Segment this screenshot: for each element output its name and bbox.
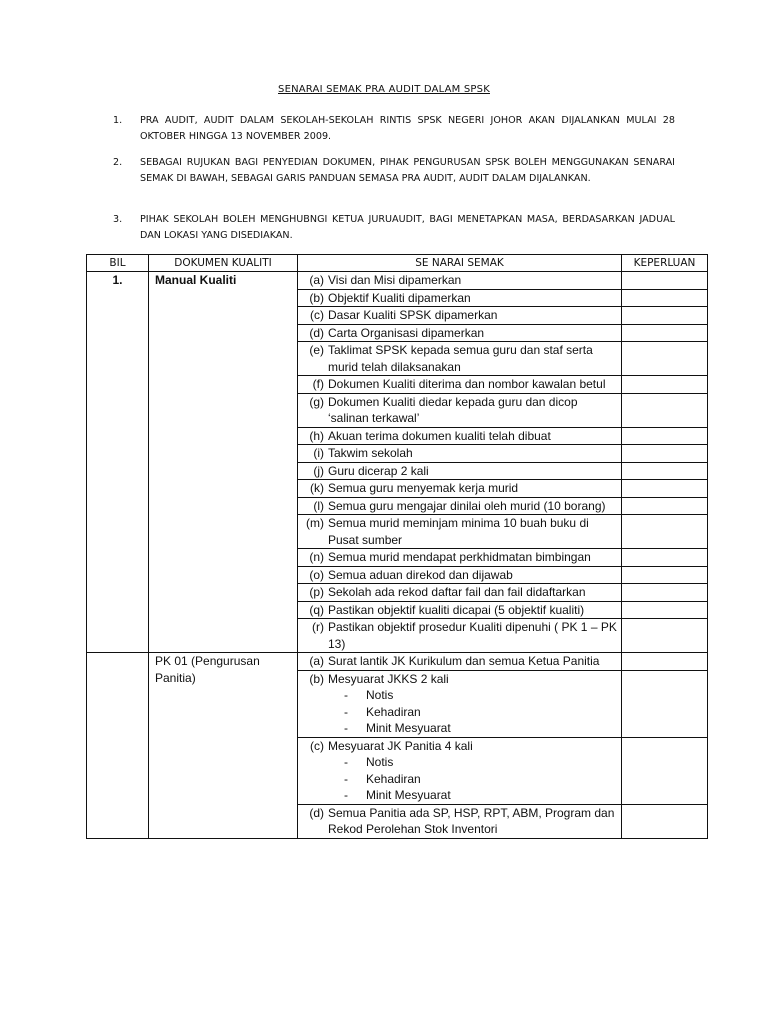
checklist-item-cell (298, 342, 622, 376)
dash-bullet: - (344, 788, 348, 802)
item-label: (f) (312, 377, 324, 391)
item-text: Dokumen Kualiti diterima dan nombor kawalan betul (328, 377, 606, 391)
item-label: (a) (309, 654, 324, 668)
item-label: (b) (309, 290, 324, 305)
sub-item-text: Notis (366, 688, 394, 702)
paragraph-text: PIHAK SEKOLAH BOLEH MENGHUBNGI KETUA JURUAUDIT, BAGI MENETAPKAN MASA, BERDASARKAN JADUAL DAN LOKASI YANG DISEDIAKAN. (140, 214, 675, 241)
dash-bullet: - (344, 704, 348, 719)
checklist-item (298, 480, 621, 497)
sub-item-text: Kehadiran (366, 771, 421, 786)
checklist-item-cell (298, 584, 622, 602)
item-text: Sekolah ada rekod daftar fail dan fail didaftarkan (328, 585, 586, 599)
item-label: (a) (309, 273, 324, 287)
checklist-item (298, 584, 621, 601)
checklist-item-cell (298, 653, 622, 671)
checklist-item-cell (298, 289, 622, 307)
item-label: (r) (312, 620, 324, 634)
item-label: (j) (313, 463, 324, 478)
paragraph-number: 2. (113, 157, 123, 168)
paragraph-text: PRA AUDIT, AUDIT DALAM SEKOLAH-SEKOLAH RINTIS SPSK NEGERI JOHOR AKAN DIJALANKAN MULAI 28 OKTOBER HINGGA 13 NOVEMBER 2009. (140, 115, 675, 142)
checklist-item (298, 805, 621, 838)
item-label: (o) (309, 567, 324, 582)
checklist-item-cell (298, 566, 622, 584)
sub-item (298, 787, 621, 804)
paragraph-2 (113, 155, 675, 203)
item-text: Semua aduan direkod dan dijawab (328, 567, 513, 582)
paragraph-number: 3. (113, 214, 123, 225)
paragraph-number: 1. (113, 115, 123, 126)
item-label: (m) (306, 516, 324, 530)
item-text: Mesyuarat JKKS 2 kali (328, 671, 449, 686)
sub-item (298, 771, 621, 788)
keperluan-cell[interactable] (622, 653, 708, 671)
bil-cell (87, 653, 149, 839)
checklist-item-cell (298, 737, 622, 804)
item-text: Dokumen Kualiti diedar kepada guru dan dicop ‘salinan terkawal’ (328, 394, 578, 425)
item-text: Dasar Kualiti SPSK dipamerkan (328, 308, 498, 322)
checklist-table (86, 254, 708, 839)
keperluan-cell[interactable] (622, 584, 708, 602)
sub-item-text: Minit Mesyuarat (366, 788, 451, 802)
item-text: Guru dicerap 2 kali (328, 463, 429, 478)
checklist-item-cell (298, 670, 622, 737)
column-header-bil: BIL (87, 255, 149, 272)
item-text: Takwim sekolah (328, 446, 413, 460)
keperluan-cell[interactable] (622, 289, 708, 307)
checklist-item (298, 671, 621, 688)
keperluan-cell[interactable] (622, 462, 708, 480)
checklist-item (298, 342, 621, 375)
item-text: Akuan terima dokumen kualiti telah dibuat (328, 428, 551, 443)
paragraph-3 (113, 212, 675, 244)
keperluan-cell[interactable] (622, 324, 708, 342)
item-label: (e) (309, 343, 324, 357)
checklist-item (298, 290, 621, 307)
keperluan-cell[interactable] (622, 804, 708, 838)
dash-bullet: - (344, 688, 348, 702)
item-label: (g) (309, 394, 324, 409)
checklist-item (298, 619, 621, 652)
checklist-item-cell (298, 272, 622, 290)
item-label: (h) (309, 428, 324, 443)
checklist-item (298, 567, 621, 584)
sub-item (298, 687, 621, 704)
keperluan-cell[interactable] (622, 619, 708, 653)
column-header-senarai-semak: SE NARAI SEMAK (298, 255, 622, 272)
item-label: (d) (309, 325, 324, 340)
checklist-item (298, 272, 621, 289)
table-row (87, 653, 708, 671)
dash-bullet: - (344, 755, 348, 769)
sub-item-text: Notis (366, 755, 394, 769)
checklist-item (298, 498, 621, 515)
checklist-item-cell (298, 324, 622, 342)
item-text: Surat lantik JK Kurikulum dan semua Ketua Panitia (328, 654, 600, 668)
sub-item (298, 704, 621, 721)
item-text: Semua guru mengajar dinilai oleh murid (10 borang) (328, 498, 606, 513)
keperluan-cell[interactable] (622, 737, 708, 804)
document-title: SENARAI SEMAK PRA AUDIT DALAM SPSK (278, 84, 490, 95)
keperluan-cell[interactable] (622, 549, 708, 567)
checklist-item-cell (298, 804, 622, 838)
checklist-item (298, 445, 621, 462)
item-label: (k) (310, 481, 324, 495)
checklist-item-cell (298, 376, 622, 394)
keperluan-cell[interactable] (622, 601, 708, 619)
item-label: (l) (313, 498, 324, 513)
checklist-item-cell (298, 497, 622, 515)
keperluan-cell[interactable] (622, 515, 708, 549)
column-header-dokumen: DOKUMEN KUALITI (149, 255, 298, 272)
checklist-item (298, 738, 621, 755)
item-text: Taklimat SPSK kepada semua guru dan staf serta murid telah dilaksanakan (328, 343, 593, 374)
item-text: Pastikan objektif prosedur Kualiti dipenuhi ( PK 1 – PK 13) (328, 620, 617, 651)
table-header-row (87, 255, 708, 272)
item-label: (q) (309, 602, 324, 617)
item-text: Objektif Kualiti dipamerkan (328, 290, 471, 305)
checklist-item-cell (298, 462, 622, 480)
checklist-item (298, 549, 621, 566)
checklist-item (298, 602, 621, 619)
checklist-item-cell (298, 480, 622, 498)
table-body (87, 272, 708, 839)
checklist-item (298, 376, 621, 393)
item-label: (b) (309, 671, 324, 686)
item-text: Pastikan objektif kualiti dicapai (5 objektif kualiti) (328, 602, 585, 617)
item-label: (p) (309, 585, 324, 599)
keperluan-cell[interactable] (622, 566, 708, 584)
column-header-keperluan: KEPERLUAN (622, 255, 708, 272)
checklist-item-cell (298, 307, 622, 325)
item-text: Semua Panitia ada SP, HSP, RPT, ABM, Program dan Rekod Perolehan Stok Inventori (328, 805, 615, 836)
checklist-item-cell (298, 445, 622, 463)
item-label: (c) (310, 738, 324, 753)
checklist-item-cell (298, 393, 622, 427)
keperluan-cell[interactable] (622, 393, 708, 427)
item-label: (c) (310, 308, 324, 322)
sub-item-text: Kehadiran (366, 704, 421, 719)
keperluan-cell[interactable] (622, 376, 708, 394)
item-label: (d) (309, 805, 324, 820)
bil-cell: 1. (87, 272, 149, 653)
item-label: (i) (313, 446, 324, 460)
keperluan-cell[interactable] (622, 445, 708, 463)
checklist-item-cell (298, 427, 622, 445)
sub-item-text: Minit Mesyuarat (366, 721, 451, 735)
sub-item (298, 754, 621, 771)
keperluan-cell[interactable] (622, 480, 708, 498)
checklist-item (298, 428, 621, 445)
item-text: Semua murid mendapat perkhidmatan bimbingan (328, 550, 591, 564)
checklist-item (298, 653, 621, 670)
item-text: Carta Organisasi dipamerkan (328, 325, 485, 340)
keperluan-cell[interactable] (622, 670, 708, 737)
checklist-item-cell (298, 549, 622, 567)
checklist-item (298, 325, 621, 342)
dash-bullet: - (344, 771, 348, 786)
item-text: Visi dan Misi dipamerkan (328, 273, 462, 287)
item-text: Semua murid meminjam minima 10 buah buku di Pusat sumber (328, 516, 589, 547)
checklist-item (298, 307, 621, 324)
item-text: Semua guru menyemak kerja murid (328, 481, 519, 495)
keperluan-cell[interactable] (622, 272, 708, 290)
item-text: Mesyuarat JK Panitia 4 kali (328, 738, 473, 753)
checklist-item (298, 394, 621, 427)
table-row (87, 272, 708, 290)
checklist-item (298, 463, 621, 480)
dash-bullet: - (344, 721, 348, 735)
document-name-cell: Manual Kualiti (149, 272, 298, 653)
item-label: (n) (309, 550, 324, 564)
paragraph-text: SEBAGAI RUJUKAN BAGI PENYEDIAN DOKUMEN, PIHAK PENGURUSAN SPSK BOLEH MENGGUNAKAN SENARAI SEMAK DI BAWAH, SEBAGAI GARIS PANDUAN SEMASA PRA AUDIT, AUDIT DALAM DIJALANKAN. (140, 157, 675, 184)
checklist-item (298, 515, 621, 548)
keperluan-cell[interactable] (622, 342, 708, 376)
checklist-item-cell (298, 619, 622, 653)
checklist-item-cell (298, 601, 622, 619)
document-name-cell: PK 01 (Pengurusan Panitia) (149, 653, 298, 839)
keperluan-cell[interactable] (622, 307, 708, 325)
keperluan-cell[interactable] (622, 427, 708, 445)
keperluan-cell[interactable] (622, 497, 708, 515)
paragraph-1 (113, 113, 675, 145)
checklist-item-cell (298, 515, 622, 549)
sub-item (298, 720, 621, 737)
